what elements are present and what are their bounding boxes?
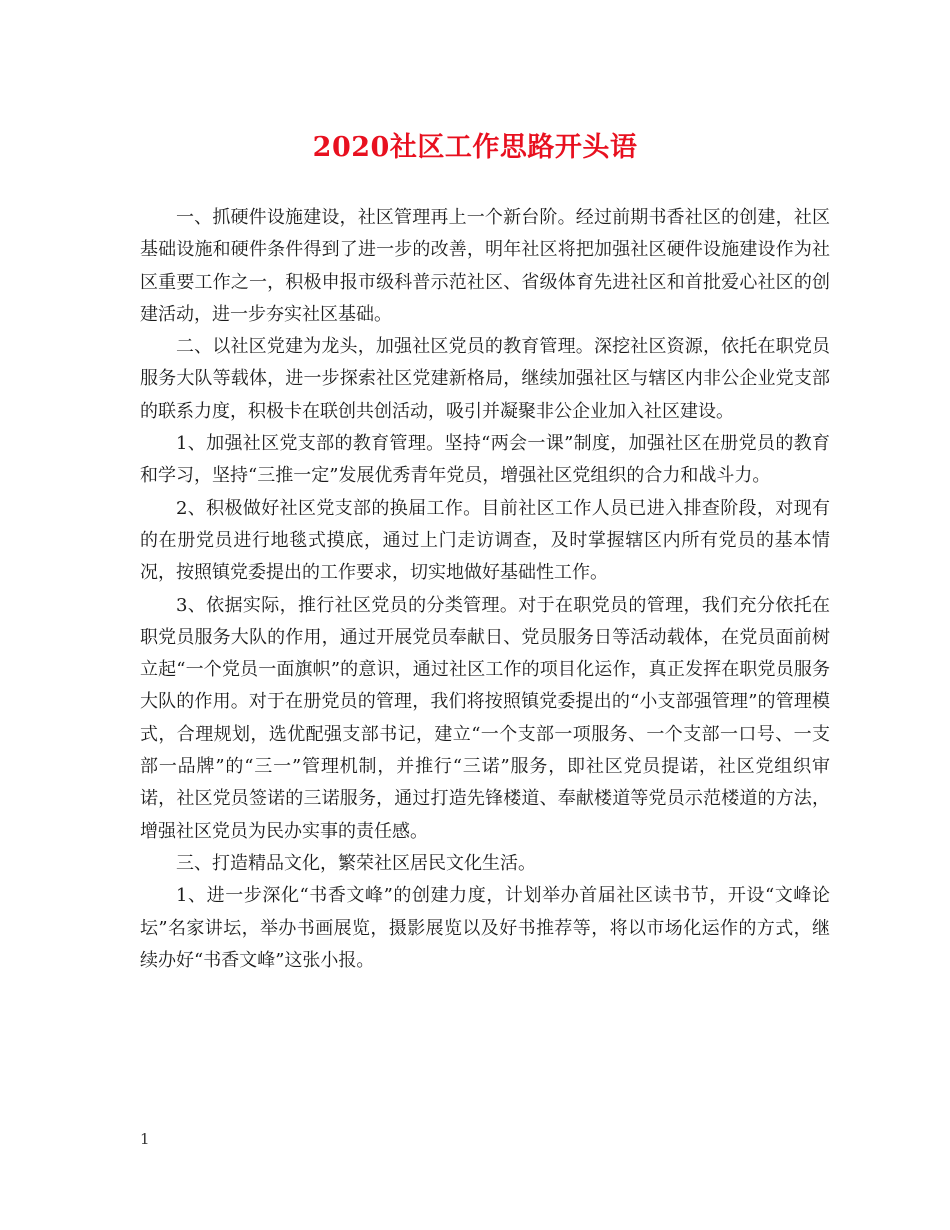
paragraph-branch-election: 2、积极做好社区党支部的换届工作。目前社区工作人员已进入排查阶段，对现有的在册党员进行地毯式摸底，通过上门走访调查，及时掌握辖区内所有党员的基本情况，按照镇党委提出的工作要求，切实地做好基础性工作。: [140, 497, 830, 584]
paragraph-party-building: 二、以社区党建为龙头，加强社区党员的教育管理。深挖社区资源，依托在职党员服务大队等载体，进一步探索社区党建新格局，继续加强社区与辖区内非公企业党支部的联系力度，积极卡在联创共创活动，吸引并凝聚非公企业加入社区建设。: [140, 336, 830, 422]
page-number: 1: [140, 1130, 150, 1148]
paragraph-reading-festival: 1、进一步深化“书香文峰”的创建力度，计划举办首届社区读书节，开设“文峰论坛”名家讲坛，举办书画展览，摄影展览以及好书推荐等，将以市场化运作的方式，继续办好“书香文峰”这张小报。: [140, 885, 830, 971]
paragraph-member-management: 3、依据实际，推行社区党员的分类管理。对于在职党员的管理，我们充分依托在职党员服务大队的作用，通过开展党员奉献日、党员服务日等活动载体，在党员面前树立起“一个党员一面旗帜”的意识，通过社区工作的项目化运作，真正发挥在职党员服务大队的作用。对于在册党员的管理，我们将按照镇党委提出的“小支部强管理”的管理模式，合理规划，选优配强支部书记，建立“一个支部一项服务、一个支部一口号、一支部一品牌”的“三一”管理机制，并推行“三诺”服务，即社区党员提诺，社区党组织审诺，社区党员签诺的三诺服务，通过打造先锋楼道、奉献楼道等党员示范楼道的方法，增强社区党员为民办实事的责任感。: [140, 594, 830, 842]
paragraph-hardware: 一、抓硬件设施建设，社区管理再上一个新台阶。经过前期书香社区的创建，社区基础设施和硬件条件得到了进一步的改善，明年社区将把加强社区硬件设施建设作为社区重要工作之一，积极申报市级科普示范社区、省级体育先进社区和首批爱心社区的创建活动，进一步夯实社区基础。: [140, 207, 830, 325]
paragraph-branch-education: 1、加强社区党支部的教育管理。坚持“两会一课”制度，加强社区在册党员的教育和学习，坚持“三推一定”发展优秀青年党员，增强社区党组织的合力和战斗力。: [140, 433, 830, 487]
page-title: 2020社区工作思路开头语: [312, 132, 638, 163]
paragraph-culture-heading: 三、打造精品文化，繁荣社区居民文化生活。: [176, 852, 536, 874]
document-body: [140, 202, 830, 977]
